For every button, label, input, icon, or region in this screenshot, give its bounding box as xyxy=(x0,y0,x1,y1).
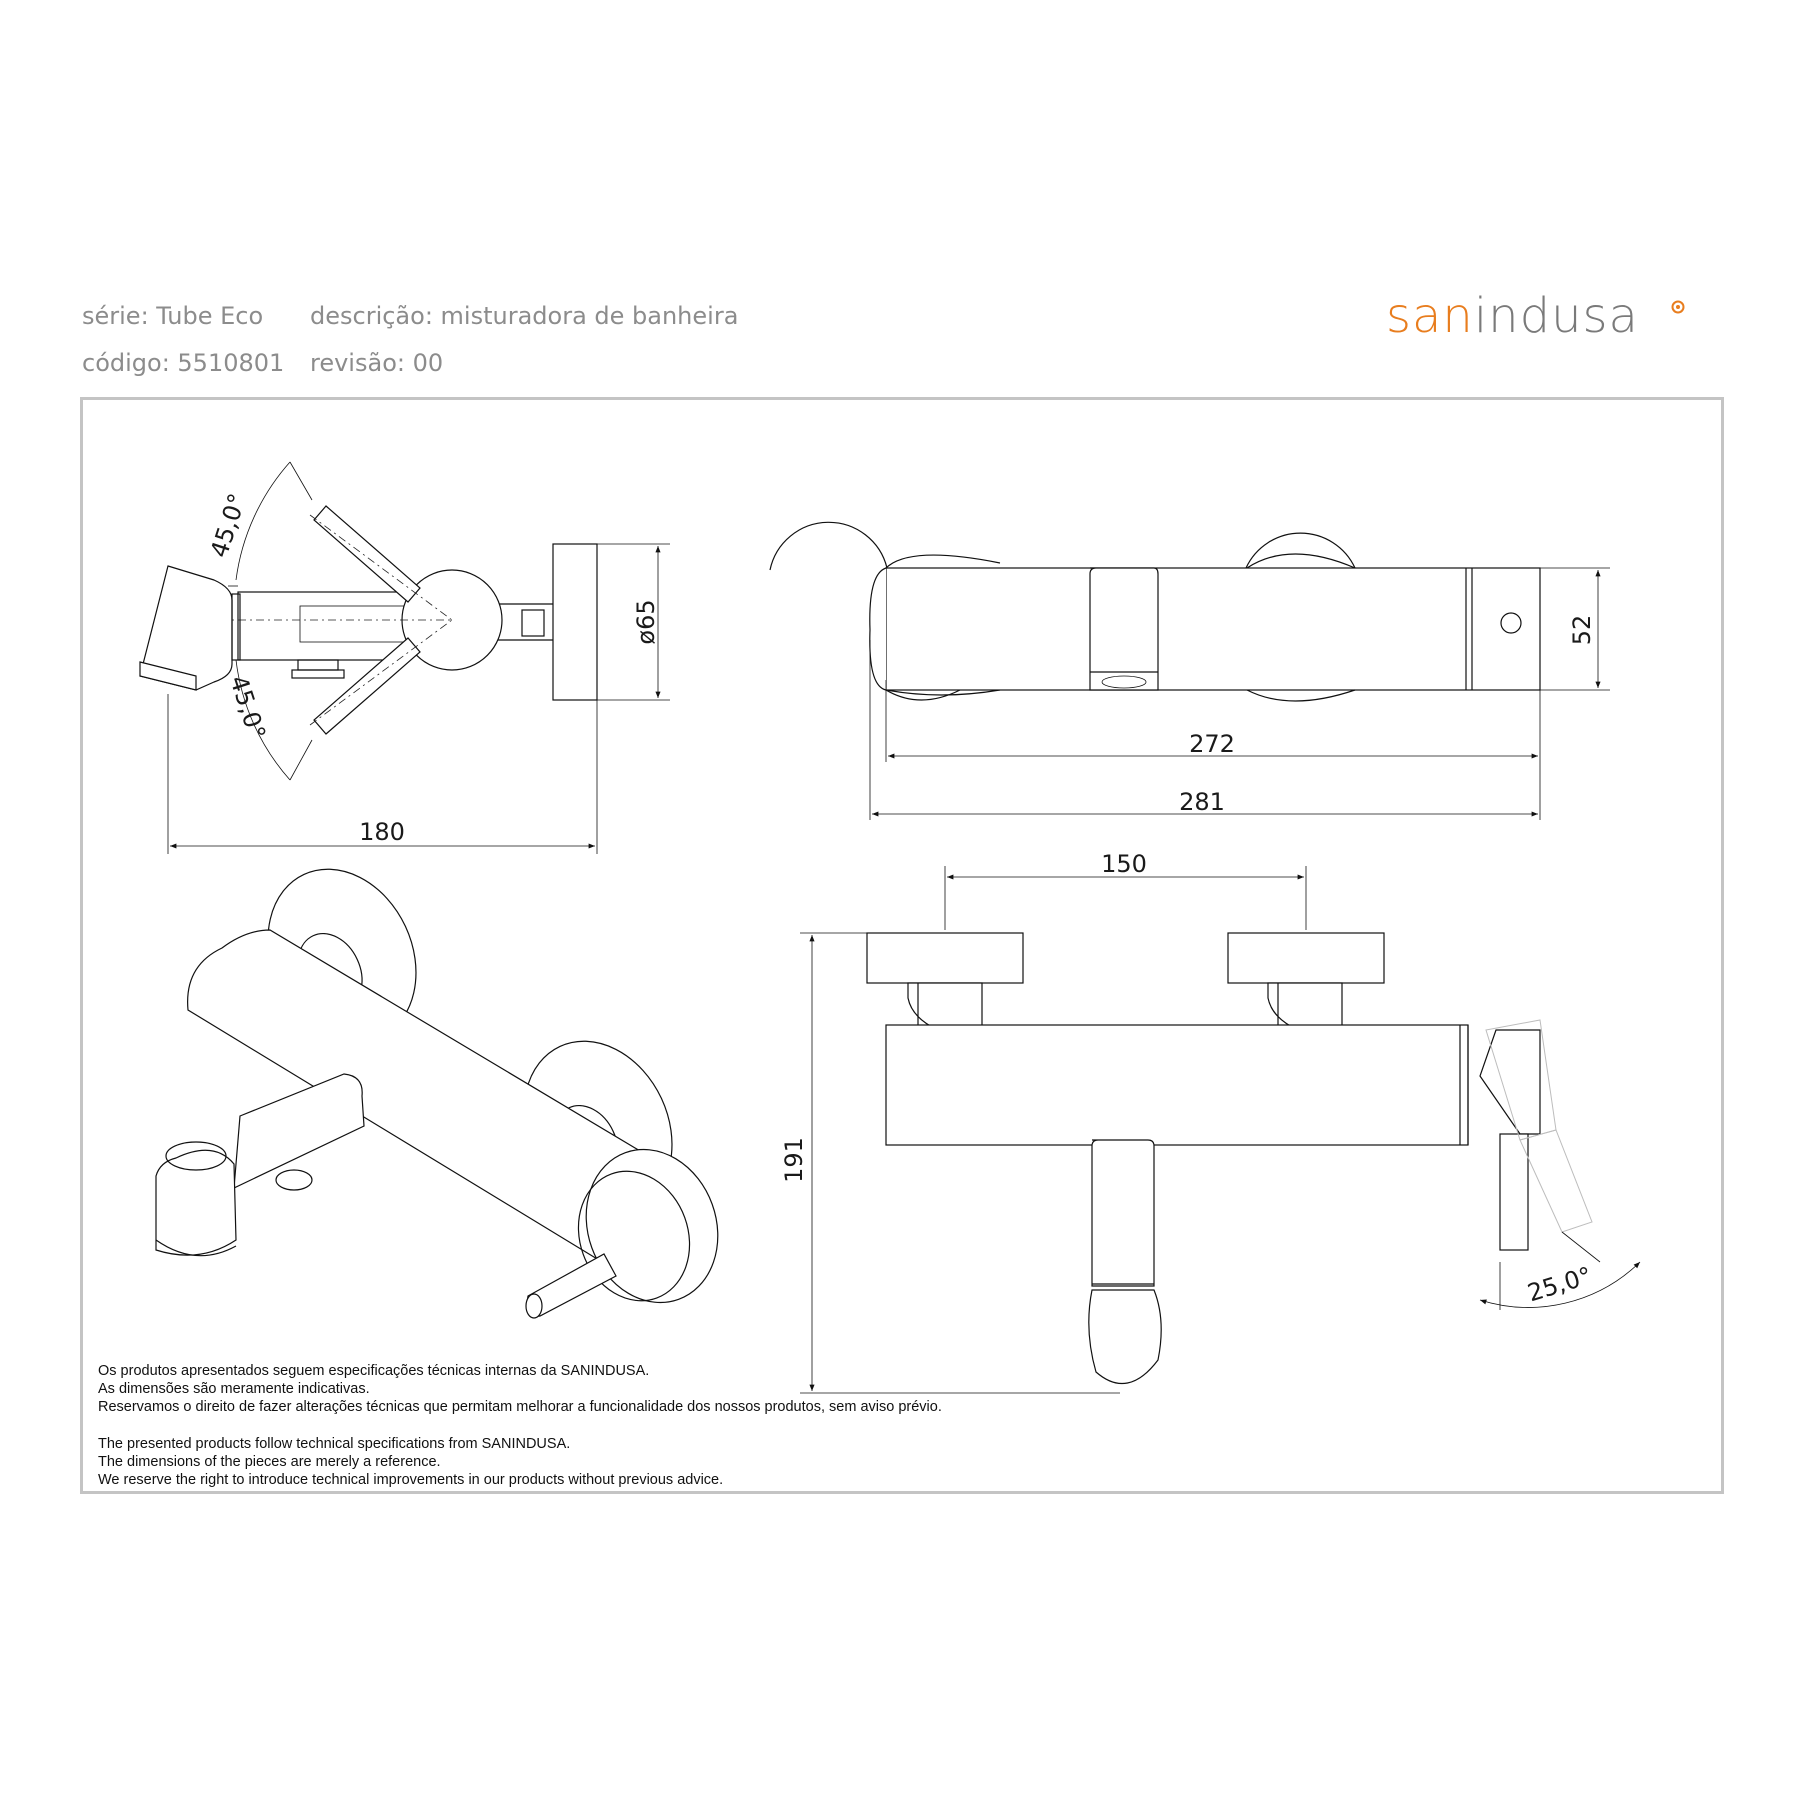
dim-angle-45-upper: 45,0° xyxy=(204,490,252,561)
front-view-top xyxy=(770,522,1610,820)
note-en-2: The dimensions of the pieces are merely a reference. xyxy=(98,1454,441,1470)
note-pt-1: Os produtos apresentados seguem especificações técnicas internas da SANINDUSA. xyxy=(98,1363,650,1379)
dim-angle-25: 25,0° xyxy=(1524,1261,1596,1308)
note-en-1: The presented products follow technical specifications from SANINDUSA. xyxy=(98,1436,571,1452)
front-elevation xyxy=(800,866,1640,1393)
serie-label: série: Tube Eco xyxy=(82,302,264,330)
top-view-rosette xyxy=(553,544,597,700)
descricao-label: descrição: misturadora de banheira xyxy=(310,302,739,330)
logo-part-indusa: indusa xyxy=(1473,288,1639,344)
dim-281: 281 xyxy=(1179,788,1225,816)
notes-en xyxy=(98,1435,723,1489)
isometric-view xyxy=(156,845,739,1321)
note-en-3: We reserve the right to introduce technical improvements in our products without previous advice. xyxy=(98,1472,724,1488)
front-view-body xyxy=(886,568,1540,690)
revisao-label: revisão: 00 xyxy=(310,349,444,377)
dim-191: 191 xyxy=(780,1137,808,1183)
dim-52: 52 xyxy=(1568,614,1596,646)
dim-phi65: ø65 xyxy=(632,599,660,645)
codigo-label: código: 5510801 xyxy=(82,349,285,377)
dim-150: 150 xyxy=(1101,850,1147,878)
notes-pt xyxy=(98,1362,942,1416)
front-elevation-body xyxy=(886,1025,1468,1145)
dim-180: 180 xyxy=(359,818,405,846)
note-pt-2: As dimensões são meramente indicativas. xyxy=(98,1381,370,1397)
logo-part-san: san xyxy=(1386,288,1474,344)
dim-angle-45-lower: 45,0° xyxy=(224,672,272,743)
dim-272: 272 xyxy=(1189,730,1235,758)
note-pt-3: Reservamos o direito de fazer alterações técnicas que permitam melhorar a funcionalidade dos nossos produtos, sem aviso prévio. xyxy=(98,1399,942,1415)
